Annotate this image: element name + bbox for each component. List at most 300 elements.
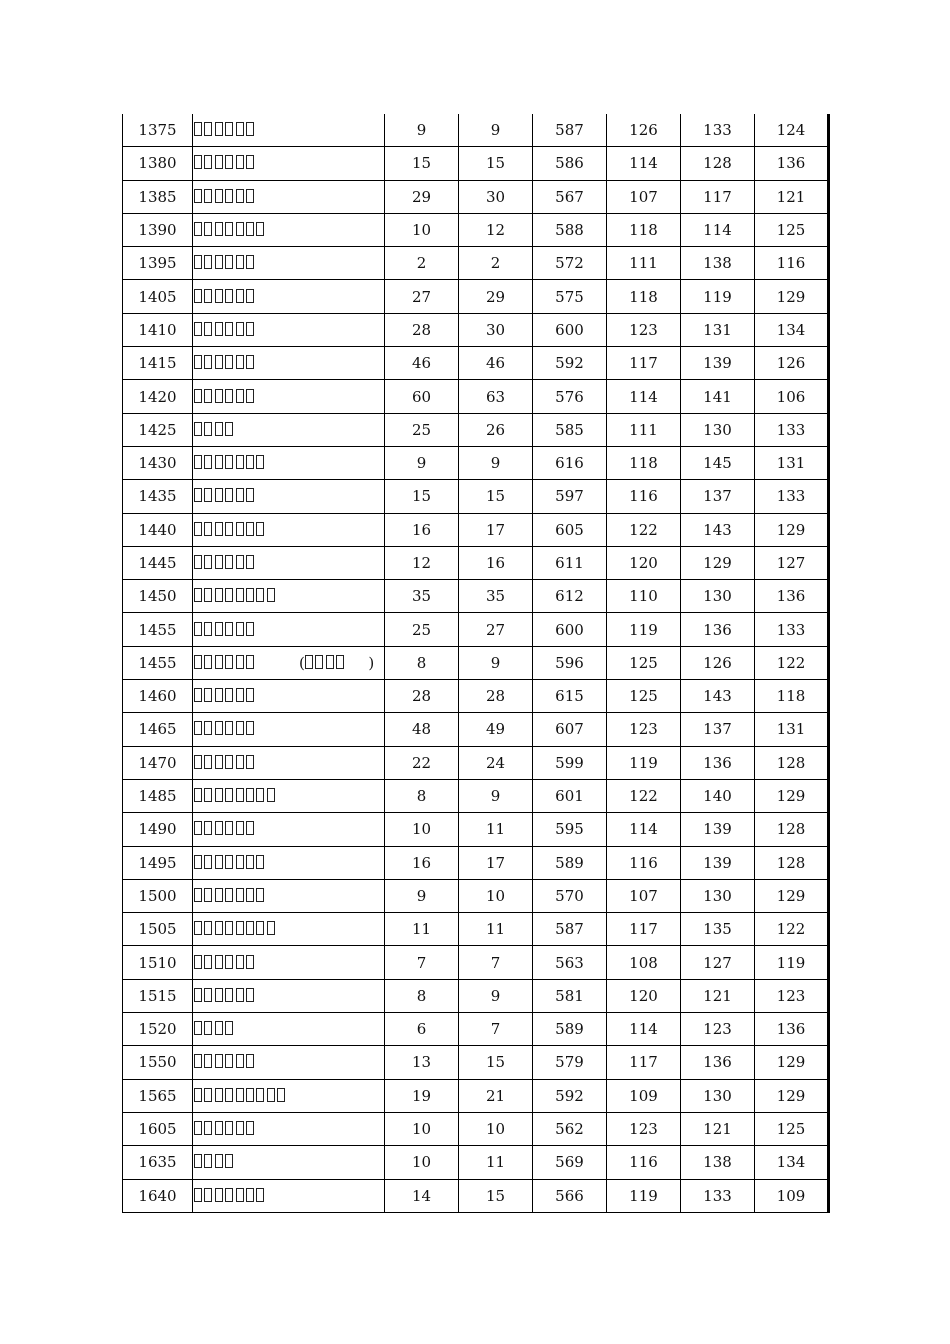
missing-glyph-box	[204, 189, 212, 203]
table-row	[123, 879, 829, 912]
name-cell	[193, 1179, 385, 1212]
missing-glyph-box	[204, 721, 212, 735]
missing-glyph-box	[215, 422, 223, 436]
table-row	[123, 580, 829, 613]
table-row	[123, 280, 829, 313]
missing-glyph-box	[225, 588, 233, 602]
missing-glyph-box	[194, 1154, 202, 1168]
missing-glyph-box	[215, 755, 223, 769]
value-cell-1: 15	[385, 480, 459, 513]
missing-glyph-box	[204, 322, 212, 336]
value-cell-3: 601	[533, 779, 607, 812]
value-cell-6: 133	[755, 480, 829, 513]
missing-glyph-box	[256, 921, 264, 935]
value-cell-3: 592	[533, 347, 607, 380]
missing-glyph-box	[246, 1188, 254, 1202]
value-cell-2: 49	[459, 713, 533, 746]
missing-glyph-box	[246, 755, 254, 769]
value-cell-6: 119	[755, 946, 829, 979]
value-cell-5: 139	[681, 347, 755, 380]
missing-glyph-box	[204, 555, 212, 569]
missing-glyph-box	[267, 788, 275, 802]
table-row	[123, 147, 829, 180]
unrendered-name-glyphs	[194, 687, 256, 705]
code-cell: 1440	[123, 513, 193, 546]
missing-glyph-box	[215, 289, 223, 303]
value-cell-1: 16	[385, 846, 459, 879]
value-cell-6: 129	[755, 280, 829, 313]
value-cell-2: 30	[459, 180, 533, 213]
missing-glyph-box	[236, 622, 244, 636]
missing-glyph-box	[225, 389, 233, 403]
missing-glyph-box	[256, 222, 264, 236]
value-cell-5: 127	[681, 946, 755, 979]
missing-glyph-box	[246, 588, 254, 602]
value-cell-2: 11	[459, 1146, 533, 1179]
code-cell: 1380	[123, 147, 193, 180]
table-row	[123, 1013, 829, 1046]
unrendered-name-glyphs	[194, 587, 277, 605]
value-cell-2: 16	[459, 546, 533, 579]
missing-glyph-box	[225, 1088, 233, 1102]
unrendered-name-glyphs	[194, 920, 277, 938]
unrendered-name-glyphs	[194, 554, 256, 572]
value-cell-6: 136	[755, 580, 829, 613]
paren-open: (	[299, 653, 305, 672]
missing-glyph-box	[225, 455, 233, 469]
missing-glyph-box	[215, 921, 223, 935]
unrendered-name-glyphs	[194, 887, 267, 905]
missing-glyph-box	[204, 921, 212, 935]
value-cell-5: 133	[681, 114, 755, 147]
value-cell-4: 123	[607, 313, 681, 346]
missing-glyph-box	[194, 921, 202, 935]
value-cell-1: 2	[385, 247, 459, 280]
value-cell-4: 108	[607, 946, 681, 979]
code-cell: 1395	[123, 247, 193, 280]
missing-glyph-box	[246, 122, 254, 136]
value-cell-2: 26	[459, 413, 533, 446]
missing-glyph-box	[215, 888, 223, 902]
value-cell-4: 125	[607, 680, 681, 713]
name-cell	[193, 779, 385, 812]
missing-glyph-box	[246, 688, 254, 702]
missing-glyph-box	[194, 389, 202, 403]
value-cell-3: 566	[533, 1179, 607, 1212]
value-cell-1: 7	[385, 946, 459, 979]
missing-glyph-box	[225, 788, 233, 802]
code-cell: 1455	[123, 613, 193, 646]
value-cell-5: 141	[681, 380, 755, 413]
value-cell-3: 589	[533, 1013, 607, 1046]
value-cell-2: 35	[459, 580, 533, 613]
value-cell-1: 19	[385, 1079, 459, 1112]
code-cell: 1405	[123, 280, 193, 313]
missing-glyph-box	[267, 588, 275, 602]
missing-glyph-box	[194, 955, 202, 969]
value-cell-2: 9	[459, 114, 533, 147]
missing-glyph-box	[236, 255, 244, 269]
unrendered-name-glyphs	[194, 221, 267, 239]
paren-close: )	[368, 653, 375, 672]
code-cell: 1470	[123, 746, 193, 779]
value-cell-1: 28	[385, 680, 459, 713]
value-cell-2: 12	[459, 213, 533, 246]
unrendered-name-glyphs	[194, 787, 277, 805]
value-cell-3: 611	[533, 546, 607, 579]
missing-glyph-box	[225, 721, 233, 735]
value-cell-2: 29	[459, 280, 533, 313]
value-cell-1: 16	[385, 513, 459, 546]
value-cell-6: 118	[755, 680, 829, 713]
missing-glyph-box	[246, 255, 254, 269]
unrendered-name-glyphs	[194, 1153, 236, 1171]
missing-glyph-box	[246, 721, 254, 735]
value-cell-3: 600	[533, 313, 607, 346]
missing-glyph-box	[246, 322, 254, 336]
value-cell-2: 27	[459, 613, 533, 646]
table-row	[123, 1179, 829, 1212]
table-row	[123, 746, 829, 779]
missing-glyph-box	[225, 755, 233, 769]
unrendered-name-glyphs	[194, 388, 256, 406]
value-cell-5: 137	[681, 713, 755, 746]
name-cell	[193, 546, 385, 579]
value-cell-6: 128	[755, 846, 829, 879]
code-cell: 1410	[123, 313, 193, 346]
value-cell-1: 12	[385, 546, 459, 579]
missing-glyph-box	[246, 1121, 254, 1135]
missing-glyph-box	[194, 322, 202, 336]
value-cell-3: 595	[533, 813, 607, 846]
missing-glyph-box	[215, 688, 223, 702]
missing-glyph-box	[204, 455, 212, 469]
missing-glyph-box	[194, 1121, 202, 1135]
value-cell-4: 118	[607, 213, 681, 246]
name-cell	[193, 713, 385, 746]
code-cell: 1550	[123, 1046, 193, 1079]
value-cell-4: 111	[607, 247, 681, 280]
missing-glyph-box	[225, 855, 233, 869]
value-cell-5: 130	[681, 879, 755, 912]
missing-glyph-box	[225, 155, 233, 169]
missing-glyph-box	[246, 222, 254, 236]
missing-glyph-box	[256, 1088, 264, 1102]
missing-glyph-box	[204, 988, 212, 1002]
value-cell-1: 10	[385, 813, 459, 846]
missing-glyph-box	[236, 955, 244, 969]
missing-glyph-box	[204, 622, 212, 636]
table-row	[123, 713, 829, 746]
missing-glyph-box	[194, 455, 202, 469]
missing-glyph-box	[246, 955, 254, 969]
value-cell-2: 17	[459, 513, 533, 546]
unrendered-name-glyphs	[194, 288, 256, 306]
value-cell-3: 585	[533, 413, 607, 446]
code-cell: 1565	[123, 1079, 193, 1112]
value-cell-3: 592	[533, 1079, 607, 1112]
table-row	[123, 1046, 829, 1079]
missing-glyph-box	[236, 488, 244, 502]
missing-glyph-box	[246, 1054, 254, 1068]
missing-glyph-box	[225, 921, 233, 935]
missing-glyph-box	[225, 988, 233, 1002]
unrendered-name-glyphs	[194, 754, 256, 772]
value-cell-4: 110	[607, 580, 681, 613]
name-cell	[193, 1046, 385, 1079]
value-cell-5: 136	[681, 613, 755, 646]
missing-glyph-box	[236, 222, 244, 236]
missing-glyph-box	[225, 522, 233, 536]
missing-glyph-box	[246, 855, 254, 869]
missing-glyph-box	[194, 1054, 202, 1068]
missing-glyph-box	[215, 655, 223, 669]
value-cell-5: 143	[681, 513, 755, 546]
value-cell-3: 599	[533, 746, 607, 779]
missing-glyph-box	[215, 488, 223, 502]
name-cell	[193, 813, 385, 846]
value-cell-2: 9	[459, 446, 533, 479]
code-cell: 1385	[123, 180, 193, 213]
value-cell-3: 587	[533, 913, 607, 946]
value-cell-4: 117	[607, 913, 681, 946]
table-row	[123, 846, 829, 879]
missing-glyph-box	[215, 721, 223, 735]
missing-glyph-box	[246, 189, 254, 203]
unrendered-name-glyphs	[194, 1087, 288, 1105]
table-row	[123, 180, 829, 213]
missing-glyph-box	[225, 1021, 233, 1035]
missing-glyph-box	[204, 1121, 212, 1135]
missing-glyph-box	[194, 988, 202, 1002]
name-suffix	[299, 654, 374, 672]
value-cell-3: 576	[533, 380, 607, 413]
code-cell: 1415	[123, 347, 193, 380]
value-cell-5: 126	[681, 646, 755, 679]
missing-glyph-box	[236, 721, 244, 735]
missing-glyph-box	[225, 955, 233, 969]
missing-glyph-box	[204, 688, 212, 702]
value-cell-5: 121	[681, 1112, 755, 1145]
value-cell-6: 122	[755, 646, 829, 679]
missing-glyph-box	[204, 255, 212, 269]
value-cell-3: 567	[533, 180, 607, 213]
value-cell-5: 138	[681, 247, 755, 280]
code-cell: 1390	[123, 213, 193, 246]
unrendered-name-glyphs	[194, 254, 256, 272]
missing-glyph-box	[236, 921, 244, 935]
missing-glyph-box	[194, 355, 202, 369]
value-cell-4: 125	[607, 646, 681, 679]
value-cell-2: 28	[459, 680, 533, 713]
value-cell-5: 136	[681, 746, 755, 779]
missing-glyph-box	[204, 855, 212, 869]
value-cell-5: 139	[681, 846, 755, 879]
value-cell-5: 135	[681, 913, 755, 946]
score-table	[122, 114, 830, 1213]
missing-glyph-box	[215, 189, 223, 203]
value-cell-2: 63	[459, 380, 533, 413]
missing-glyph-box	[194, 788, 202, 802]
missing-glyph-box	[215, 855, 223, 869]
name-cell	[193, 347, 385, 380]
missing-glyph-box	[194, 1021, 202, 1035]
table-row	[123, 779, 829, 812]
missing-glyph-box	[215, 255, 223, 269]
missing-glyph-box	[225, 355, 233, 369]
missing-glyph-box	[236, 855, 244, 869]
missing-glyph-box	[215, 522, 223, 536]
missing-glyph-box	[194, 522, 202, 536]
missing-glyph-box	[194, 855, 202, 869]
missing-glyph-box	[194, 622, 202, 636]
missing-glyph-box	[215, 155, 223, 169]
missing-glyph-box	[225, 821, 233, 835]
table-row	[123, 446, 829, 479]
value-cell-6: 121	[755, 180, 829, 213]
missing-glyph-box	[246, 455, 254, 469]
value-cell-2: 15	[459, 1179, 533, 1212]
missing-glyph-box	[215, 455, 223, 469]
table-row	[123, 313, 829, 346]
value-cell-3: 588	[533, 213, 607, 246]
value-cell-6: 127	[755, 546, 829, 579]
missing-glyph-box	[246, 155, 254, 169]
missing-glyph-box	[204, 955, 212, 969]
missing-glyph-box	[194, 255, 202, 269]
code-cell: 1495	[123, 846, 193, 879]
value-cell-2: 9	[459, 979, 533, 1012]
unrendered-name-glyphs	[194, 521, 267, 539]
missing-glyph-box	[225, 289, 233, 303]
unrendered-name-glyphs	[194, 421, 236, 439]
value-cell-2: 9	[459, 779, 533, 812]
name-cell	[193, 280, 385, 313]
missing-glyph-box	[225, 655, 233, 669]
value-cell-3: 562	[533, 1112, 607, 1145]
missing-glyph-box	[215, 1088, 223, 1102]
value-cell-1: 8	[385, 979, 459, 1012]
value-cell-6: 106	[755, 380, 829, 413]
missing-glyph-box	[236, 755, 244, 769]
value-cell-2: 7	[459, 946, 533, 979]
value-cell-2: 15	[459, 480, 533, 513]
missing-glyph-box	[225, 488, 233, 502]
missing-glyph-box	[194, 1188, 202, 1202]
value-cell-5: 129	[681, 546, 755, 579]
missing-glyph-box	[225, 888, 233, 902]
missing-glyph-box	[215, 622, 223, 636]
code-cell: 1510	[123, 946, 193, 979]
missing-glyph-box	[236, 1188, 244, 1202]
table-row	[123, 680, 829, 713]
table-body	[123, 114, 829, 1212]
value-cell-4: 123	[607, 1112, 681, 1145]
table-row	[123, 613, 829, 646]
missing-glyph-box	[236, 1121, 244, 1135]
value-cell-2: 46	[459, 347, 533, 380]
value-cell-3: 586	[533, 147, 607, 180]
value-cell-4: 114	[607, 813, 681, 846]
missing-glyph-box	[204, 355, 212, 369]
value-cell-4: 114	[607, 380, 681, 413]
missing-glyph-box	[204, 588, 212, 602]
code-cell: 1460	[123, 680, 193, 713]
value-cell-5: 140	[681, 779, 755, 812]
missing-glyph-box	[225, 1154, 233, 1168]
missing-glyph-box	[204, 122, 212, 136]
missing-glyph-box	[215, 1054, 223, 1068]
missing-glyph-box	[256, 455, 264, 469]
value-cell-3: 615	[533, 680, 607, 713]
missing-glyph-box	[277, 1088, 285, 1102]
value-cell-3: 589	[533, 846, 607, 879]
value-cell-2: 7	[459, 1013, 533, 1046]
unrendered-name-glyphs	[194, 854, 267, 872]
code-cell: 1425	[123, 413, 193, 446]
table-row	[123, 413, 829, 446]
missing-glyph-box	[246, 921, 254, 935]
code-cell: 1455	[123, 646, 193, 679]
value-cell-6: 134	[755, 313, 829, 346]
value-cell-1: 29	[385, 180, 459, 213]
code-cell: 1605	[123, 1112, 193, 1145]
missing-glyph-box	[194, 721, 202, 735]
missing-glyph-box	[236, 821, 244, 835]
value-cell-5: 139	[681, 813, 755, 846]
value-cell-1: 14	[385, 1179, 459, 1212]
missing-glyph-box	[204, 1021, 212, 1035]
table-row	[123, 513, 829, 546]
missing-glyph-box	[225, 1188, 233, 1202]
missing-glyph-box	[256, 888, 264, 902]
code-cell: 1430	[123, 446, 193, 479]
missing-glyph-box	[236, 555, 244, 569]
missing-glyph-box	[246, 788, 254, 802]
missing-glyph-box	[225, 622, 233, 636]
code-cell: 1435	[123, 480, 193, 513]
value-cell-2: 24	[459, 746, 533, 779]
value-cell-1: 8	[385, 646, 459, 679]
table-row	[123, 347, 829, 380]
name-cell	[193, 879, 385, 912]
value-cell-5: 143	[681, 680, 755, 713]
table-row	[123, 546, 829, 579]
code-cell: 1515	[123, 979, 193, 1012]
missing-glyph-box	[256, 1188, 264, 1202]
value-cell-4: 120	[607, 979, 681, 1012]
missing-glyph-box	[225, 555, 233, 569]
value-cell-3: 587	[533, 114, 607, 147]
value-cell-4: 117	[607, 347, 681, 380]
missing-glyph-box	[236, 522, 244, 536]
table-row	[123, 114, 829, 147]
value-cell-3: 607	[533, 713, 607, 746]
value-cell-6: 128	[755, 746, 829, 779]
value-cell-3: 597	[533, 480, 607, 513]
value-cell-4: 123	[607, 713, 681, 746]
unrendered-name-glyphs	[194, 1120, 256, 1138]
name-cell	[193, 913, 385, 946]
table-row	[123, 480, 829, 513]
unrendered-name-glyphs	[194, 987, 256, 1005]
name-cell	[193, 114, 385, 147]
value-cell-4: 116	[607, 1146, 681, 1179]
missing-glyph-box	[236, 189, 244, 203]
value-cell-4: 122	[607, 513, 681, 546]
code-cell: 1500	[123, 879, 193, 912]
value-cell-6: 125	[755, 1112, 829, 1145]
